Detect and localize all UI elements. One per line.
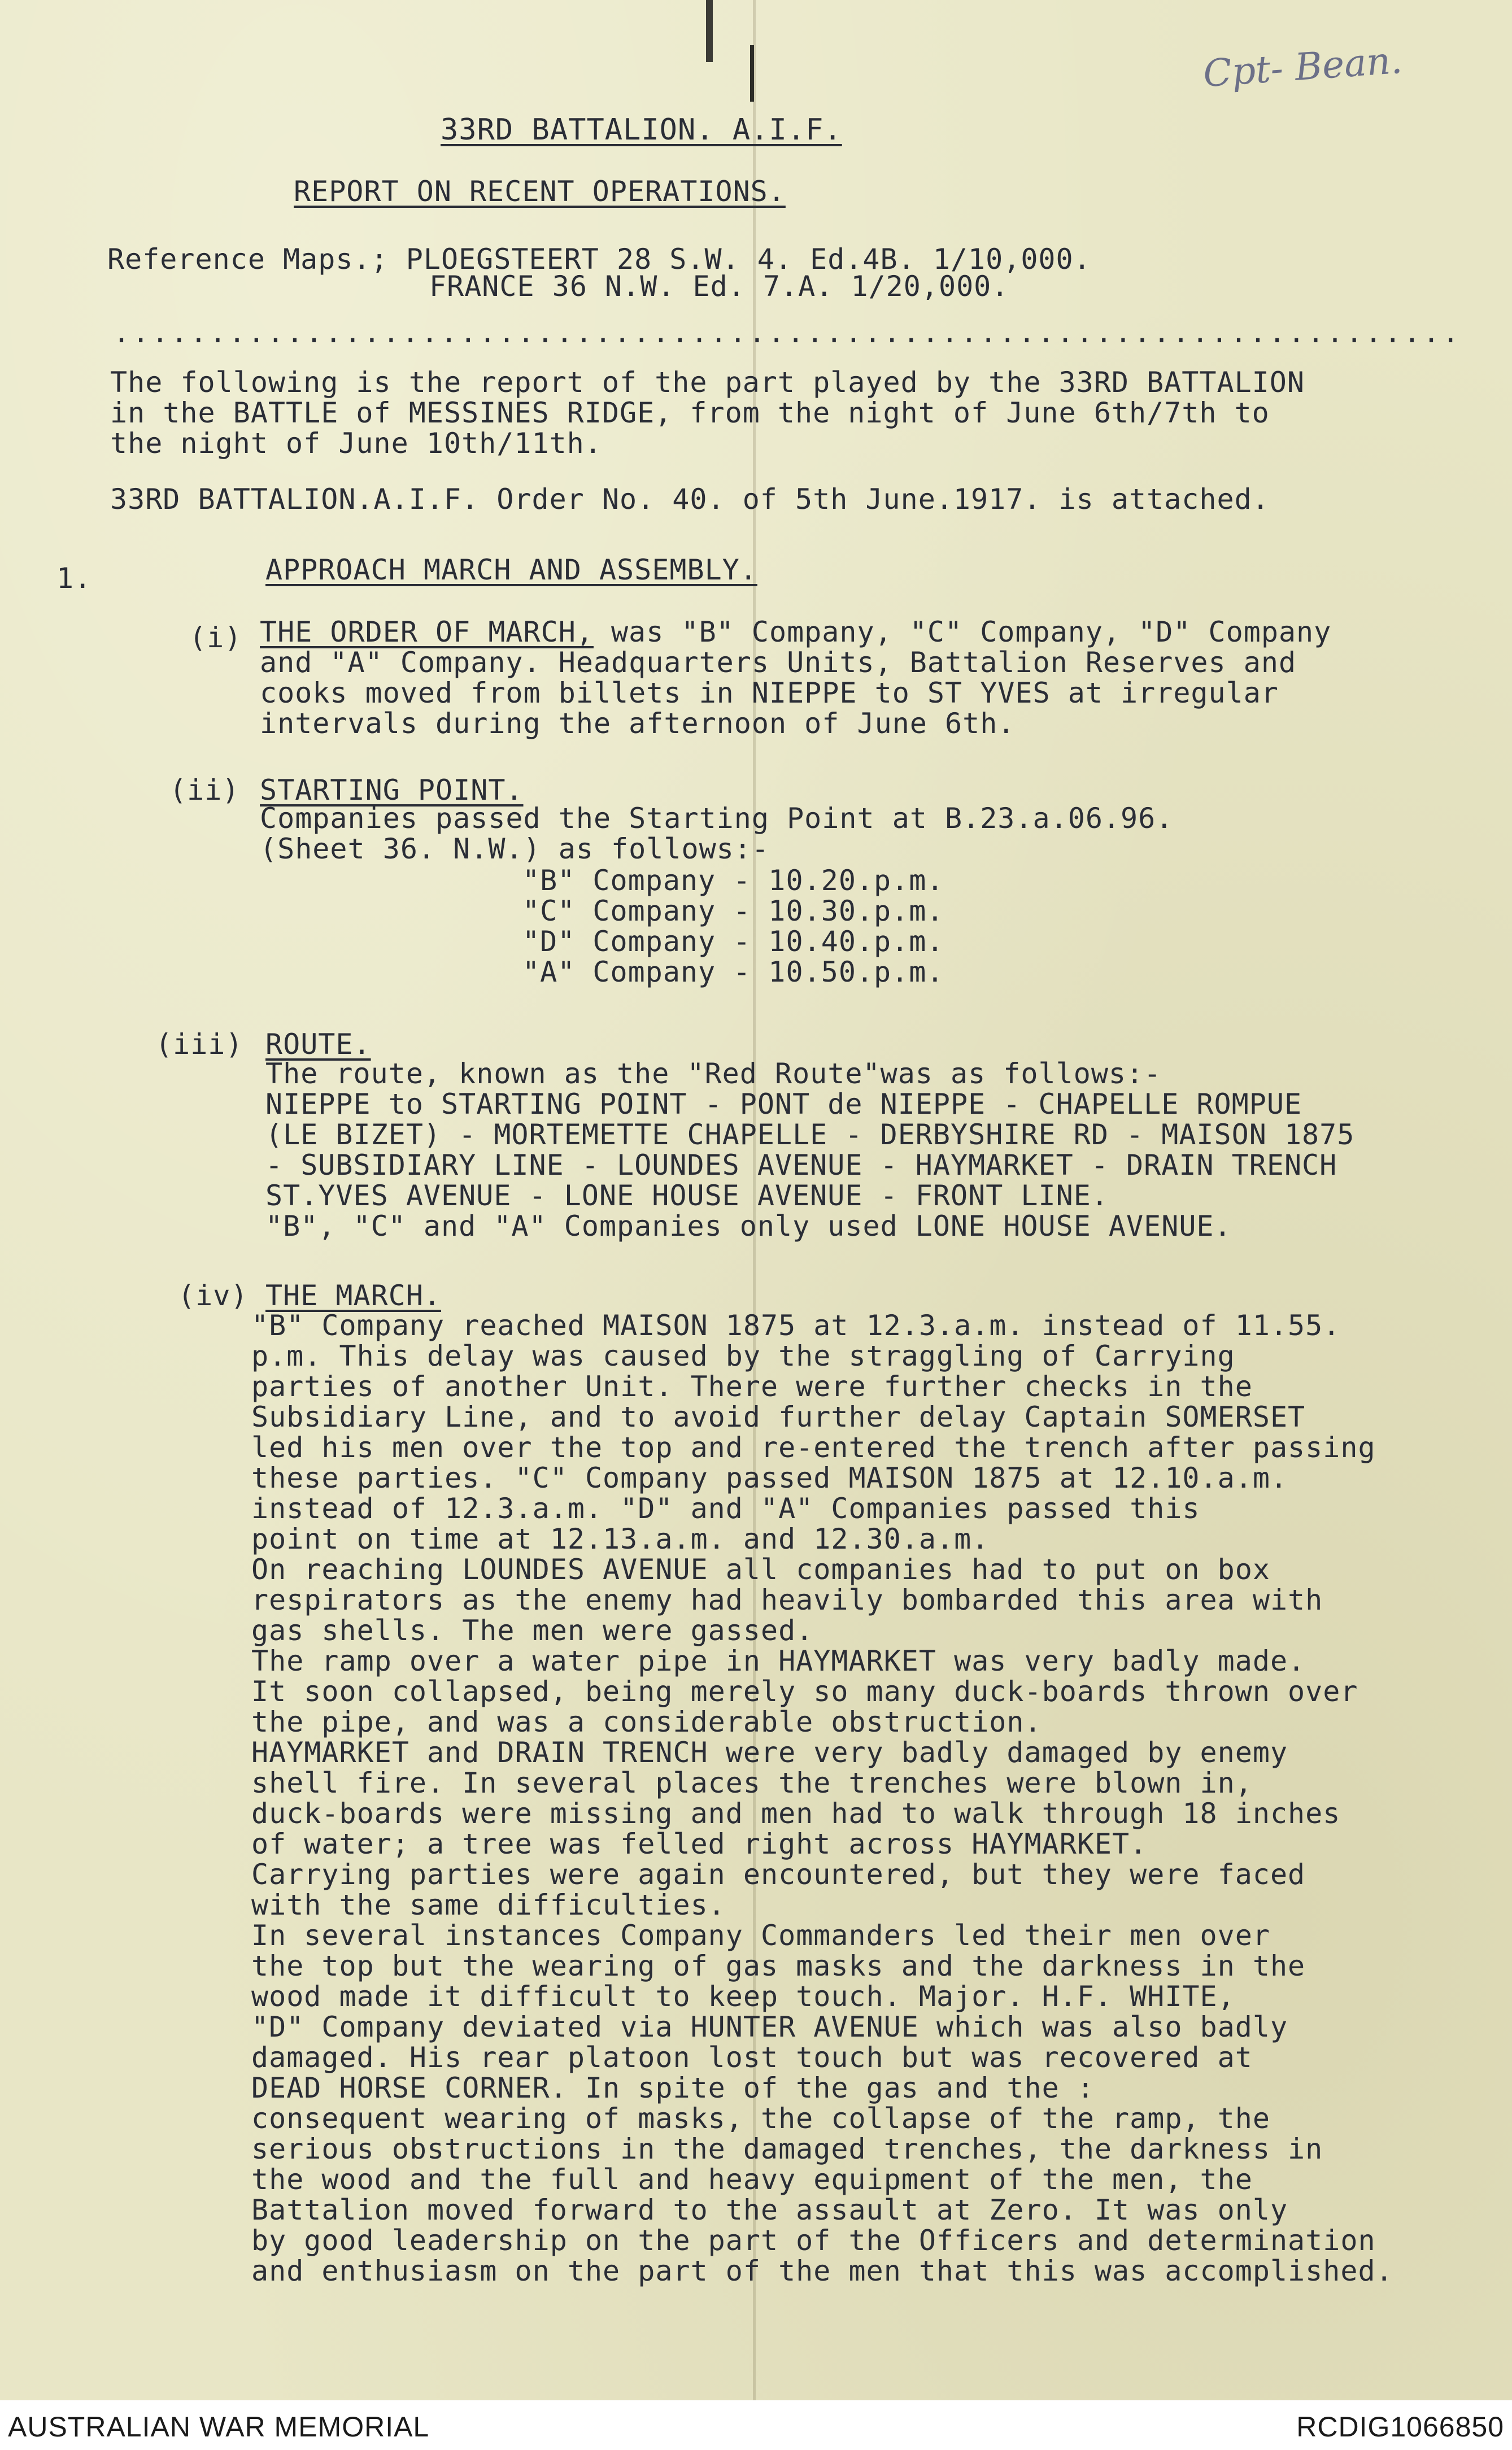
subsection-label: (i) [189, 621, 242, 654]
subsection-heading: THE ORDER OF MARCH, [260, 616, 594, 648]
section-heading: APPROACH MARCH AND ASSEMBLY. [265, 553, 757, 586]
march-line: Carrying parties were again encountered, but they were faced [251, 1858, 1306, 1891]
intro-line: in the BATTLE of MESSINES RIDGE, from the night of June 6th/7th to [110, 396, 1270, 429]
handwritten-annotation: Cpt- Bean. [1201, 38, 1404, 96]
subsection-line: "B", "C" and "A" Companies only used LONE HOUSE AVENUE. [265, 1210, 1232, 1243]
march-line: It soon collapsed, being merely so many duck-boards thrown over [251, 1675, 1358, 1708]
subsection-line: NIEPPE to STARTING POINT - PONT de NIEPPE - CHAPELLE ROMPUE [265, 1088, 1302, 1121]
company-time: "A" Company - 10.50.p.m. [522, 956, 944, 988]
march-line: serious obstructions in the damaged trenches, the darkness in [251, 2133, 1323, 2165]
march-line: "D" Company deviated via HUNTER AVENUE which was also badly [251, 2011, 1288, 2043]
march-line: shell fire. In several places the trenches were blown in, [251, 1767, 1253, 1799]
document-subtitle: REPORT ON RECENT OPERATIONS. [294, 175, 786, 208]
march-line: p.m. This delay was caused by the straggling of Carrying [251, 1340, 1235, 1372]
march-line: DEAD HORSE CORNER. In spite of the gas and the : [251, 2072, 1095, 2104]
reference-maps-line-2: FRANCE 36 N.W. Ed. 7.A. 1/20,000. [429, 270, 1009, 303]
march-line: respirators as the enemy had heavily bombarded this area with [251, 1584, 1323, 1616]
march-line: In several instances Company Commanders led their men over [251, 1919, 1270, 1952]
subsection-line: - SUBSIDIARY LINE - LOUNDES AVENUE - HAYMARKET - DRAIN TRENCH [265, 1149, 1337, 1182]
march-line: led his men over the top and re-entered the trench after passing [251, 1431, 1376, 1464]
archive-footer [0, 2400, 1512, 2450]
dotted-separator: ...................................................................... [113, 316, 1462, 349]
subsection-line: (Sheet 36. N.W.) as follows:- [260, 832, 769, 865]
subsection-heading: STARTING POINT. [260, 774, 524, 807]
company-time: "C" Company - 10.30.p.m. [522, 895, 944, 927]
march-line: instead of 12.3.a.m. "D" and "A" Companies passed this [251, 1492, 1200, 1525]
march-line: duck-boards were missing and men had to walk through 18 inches [251, 1797, 1341, 1830]
subsection-line: (LE BIZET) - MORTEMETTE CHAPELLE - DERBYSHIRE RD - MAISON 1875 [265, 1118, 1355, 1151]
subsection-line: ST.YVES AVENUE - LONE HOUSE AVENUE - FRONT LINE. [265, 1179, 1109, 1212]
march-line: "B" Company reached MAISON 1875 at 12.3.a.m. instead of 11.55. [251, 1309, 1341, 1342]
binding-mark [706, 0, 713, 62]
march-line: with the same difficulties. [251, 1889, 726, 1921]
archive-id: RCDIG1066850 [1296, 2411, 1504, 2443]
march-line: consequent wearing of masks, the collapse of the ramp, the [251, 2102, 1270, 2135]
march-line: and enthusiasm on the part of the men that this was accomplished. [251, 2255, 1393, 2287]
intro-line: the night of June 10th/11th. [110, 427, 602, 460]
subsection-heading: ROUTE. [265, 1028, 371, 1061]
march-line: Battalion moved forward to the assault at Zero. It was only [251, 2194, 1288, 2226]
company-time: "B" Company - 10.20.p.m. [522, 864, 944, 897]
subsection-line: Companies passed the Starting Point at B.23.a.06.96. [260, 802, 1174, 835]
march-line: parties of another Unit. There were further checks in the [251, 1370, 1253, 1403]
subsection-line: The route, known as the "Red Route"was as follows:- [265, 1057, 1162, 1090]
archive-name: AUSTRALIAN WAR MEMORIAL [8, 2411, 430, 2443]
section-number: 1. [56, 562, 92, 595]
subsection-label: (iv) [178, 1279, 249, 1312]
march-line: wood made it difficult to keep touch. Major. H.F. WHITE, [251, 1980, 1235, 2013]
march-line: the pipe, and was a considerable obstruction. [251, 1706, 1042, 1738]
subsection-heading: THE MARCH. [265, 1279, 442, 1312]
subsection-label: (ii) [169, 774, 240, 807]
document-title: 33RD BATTALION. A.I.F. [441, 113, 842, 147]
subsection-line: was "B" Company, "C" Company, "D" Company [593, 616, 1332, 648]
reference-maps-line-1: Reference Maps.; PLOEGSTEERT 28 S.W. 4. Ed.4B. 1/10,000. [107, 243, 1091, 276]
march-line: the wood and the full and heavy equipment of the men, the [251, 2163, 1253, 2196]
march-line: The ramp over a water pipe in HAYMARKET was very badly made. [251, 1645, 1306, 1677]
march-line: HAYMARKET and DRAIN TRENCH were very badly damaged by enemy [251, 1736, 1288, 1769]
march-line: Subsidiary Line, and to avoid further delay Captain SOMERSET [251, 1401, 1306, 1433]
subsection-label: (iii) [155, 1028, 243, 1061]
company-time: "D" Company - 10.40.p.m. [522, 925, 944, 958]
binding-mark [750, 45, 754, 102]
order-line: 33RD BATTALION.A.I.F. Order No. 40. of 5th June.1917. is attached. [110, 483, 1270, 516]
march-line: the top but the wearing of gas masks and the darkness in the [251, 1950, 1306, 1982]
march-line: point on time at 12.13.a.m. and 12.30.a.m. [251, 1523, 990, 1555]
subsection-line: intervals during the afternoon of June 6th. [260, 707, 1016, 740]
march-line: gas shells. The men were gassed. [251, 1614, 814, 1647]
subsection-line: cooks moved from billets in NIEPPE to ST YVES at irregular [260, 677, 1279, 709]
subsection-line: and "A" Company. Headquarters Units, Battalion Reserves and [260, 646, 1297, 679]
march-line: by good leadership on the part of the Officers and determination [251, 2224, 1376, 2257]
march-line: damaged. His rear platoon lost touch but was recovered at [251, 2041, 1253, 2074]
march-line: of water; a tree was felled right across HAYMARKET. [251, 1828, 1148, 1860]
march-line: these parties. "C" Company passed MAISON 1875 at 12.10.a.m. [251, 1462, 1288, 1494]
march-line: On reaching LOUNDES AVENUE all companies had to put on box [251, 1553, 1270, 1586]
intro-line: The following is the report of the part played by the 33RD BATTALION [110, 366, 1305, 399]
